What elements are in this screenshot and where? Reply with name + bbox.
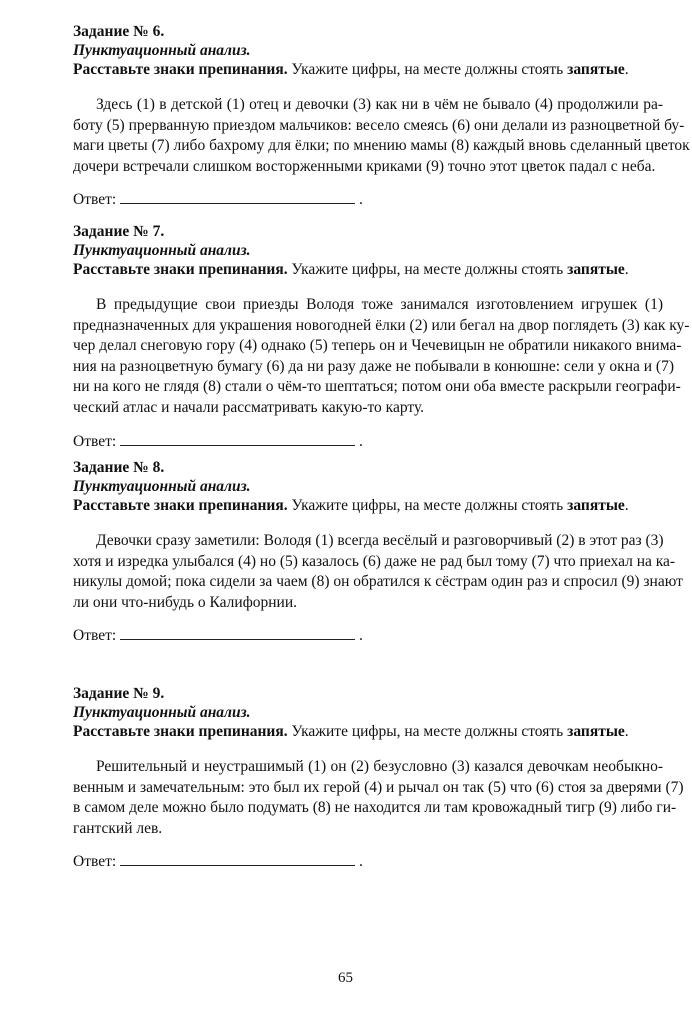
text-line: ли они что-нибудь о Калифорнии. bbox=[73, 593, 297, 611]
text-line: венным и замечательным: это был их герой (4) и рычал он так (5) что (6) стоя за дверями (7) bbox=[73, 778, 684, 796]
text-line: чер делал снеговую гору (4) однако (5) теперь он и Чечевицын не обратили никакого внима- bbox=[73, 337, 682, 355]
task-title: Задание № 7. bbox=[73, 223, 165, 240]
text-line: в самом деле можно было подумать (8) не находится ли там кровожадный тигр (9) либо ги- bbox=[73, 799, 677, 817]
instruction-text: Укажите цифры, на месте должны стоять bbox=[287, 61, 568, 78]
instruction-bold: Расставьте знаки препинания. bbox=[73, 497, 288, 514]
instruction-bold-commas: запятые bbox=[567, 261, 625, 278]
text-line: ни на кого не глядя (8) стали о чём-то шептаться; потом они оба вместе раскрыли географи- bbox=[73, 378, 681, 396]
task-subtitle: Пунктуационный анализ. bbox=[73, 42, 251, 59]
instruction-bold-commas: запятые bbox=[567, 497, 625, 514]
task-instruction bbox=[73, 722, 663, 741]
answer-row bbox=[73, 431, 663, 452]
task-text bbox=[73, 531, 683, 613]
answer-label: Ответ: bbox=[73, 191, 117, 209]
task-text bbox=[73, 95, 690, 177]
page-number: 65 bbox=[338, 970, 353, 986]
instruction-text: Укажите цифры, на месте должны стоять bbox=[287, 497, 568, 514]
instruction-text: Укажите цифры, на месте должны стоять bbox=[287, 261, 568, 278]
text-line: В предыдущие свои приезды Володя тоже занимался изготовлением игрушек (1) bbox=[96, 296, 663, 313]
answer-blank-line[interactable] bbox=[120, 431, 355, 446]
answer-row bbox=[73, 625, 663, 646]
instruction-bold: Расставьте знаки препинания. bbox=[73, 723, 288, 740]
text-line: дочери встречали слишком восторженными криками (9) точно этот цветок падал с неба. bbox=[73, 157, 656, 175]
text-line: никулы домой; пока сидели за чаем (8) он обратился к сёстрам один раз и спросил (9) знают bbox=[73, 573, 683, 591]
task-text bbox=[73, 757, 684, 839]
task-title: Задание № 8. bbox=[73, 459, 165, 476]
answer-blank-line[interactable] bbox=[120, 851, 355, 866]
task-instruction bbox=[73, 60, 663, 79]
answer-end: . bbox=[359, 853, 363, 871]
text-line: Здесь (1) в детской (1) отец и девочки (3) как ни в чём не бывало (4) продолжили ра- bbox=[96, 96, 663, 113]
text-line: ческий атлас и начали рассматривать какую-то карту. bbox=[73, 398, 425, 416]
instruction-bold-commas: запятые bbox=[567, 723, 625, 740]
answer-blank-line[interactable] bbox=[120, 625, 355, 640]
answer-label: Ответ: bbox=[73, 627, 117, 645]
instruction-end: . bbox=[624, 723, 629, 740]
text-line: хотя и изредка улыбался (4) но (5) казалось (6) даже не рад был тому (7) что приехал на ка- bbox=[73, 552, 676, 570]
task-title: Задание № 9. bbox=[73, 685, 165, 702]
instruction-end: . bbox=[624, 261, 629, 278]
task-subtitle: Пунктуационный анализ. bbox=[73, 704, 251, 721]
instruction-end: . bbox=[624, 61, 629, 78]
instruction-bold: Расставьте знаки препинания. bbox=[73, 61, 288, 78]
instruction-text: Укажите цифры, на месте должны стоять bbox=[287, 723, 568, 740]
answer-end: . bbox=[359, 627, 363, 645]
answer-end: . bbox=[359, 191, 363, 209]
text-line: предназначенных для украшения новогодней ёлки (2) или бегал на двор поглядеть (3) как ку- bbox=[73, 316, 690, 334]
answer-blank-line[interactable] bbox=[120, 189, 355, 204]
answer-label: Ответ: bbox=[73, 853, 117, 871]
task-8 bbox=[73, 458, 683, 646]
answer-row bbox=[73, 851, 663, 872]
instruction-bold-commas: запятые bbox=[567, 61, 625, 78]
text-line: маги цветы (7) либо бахрому для ёлки; по мнению мамы (8) каждый вновь сделанный цветок bbox=[73, 137, 690, 155]
answer-end: . bbox=[359, 432, 363, 450]
task-subtitle: Пунктуационный анализ. bbox=[73, 478, 251, 495]
task-text bbox=[73, 295, 690, 419]
answer-label: Ответ: bbox=[73, 432, 117, 450]
text-line: ния на разноцветную бумагу (6) да ни разу даже не побывали в конюшне: сели у окна и (7) bbox=[73, 357, 674, 375]
task-9 bbox=[73, 684, 684, 872]
task-7 bbox=[73, 222, 690, 452]
text-line: боту (5) прерванную приездом мальчиков: весело смеясь (6) они делали из разноцветной бу- bbox=[73, 116, 685, 134]
instruction-end: . bbox=[624, 497, 629, 514]
task-subtitle: Пунктуационный анализ. bbox=[73, 242, 251, 259]
instruction-bold: Расставьте знаки препинания. bbox=[73, 261, 288, 278]
task-6 bbox=[73, 22, 690, 210]
task-instruction bbox=[73, 260, 663, 279]
text-line: гантский лев. bbox=[73, 819, 163, 837]
task-title: Задание № 6. bbox=[73, 23, 165, 40]
answer-row bbox=[73, 189, 663, 210]
task-instruction bbox=[73, 496, 663, 515]
text-line: Девочки сразу заметили: Володя (1) всегда весёлый и разговорчивый (2) в этот раз (3) bbox=[96, 532, 664, 549]
text-line: Решительный и неустрашимый (1) он (2) безусловно (3) казался девочкам необыкно- bbox=[96, 758, 663, 775]
